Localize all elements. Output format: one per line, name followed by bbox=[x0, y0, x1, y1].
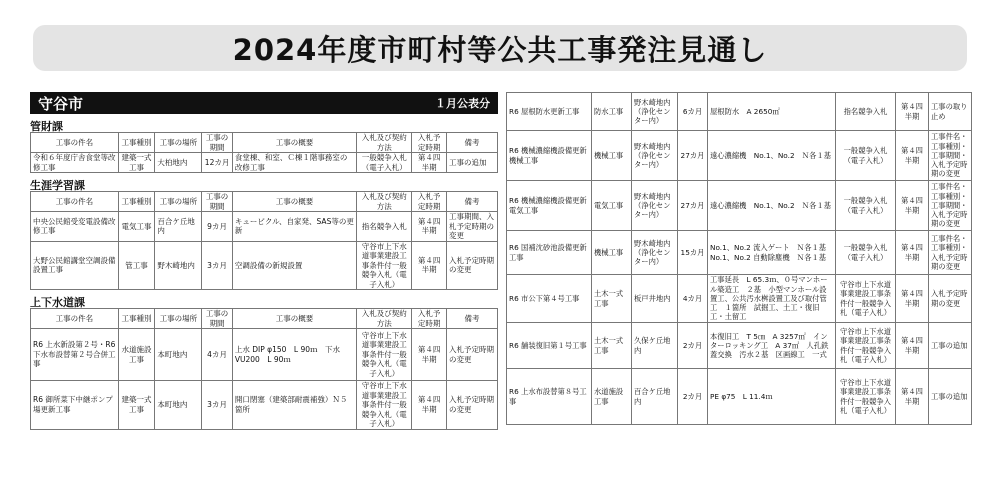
municipality-name: 守谷市 bbox=[38, 94, 84, 113]
table-cell: 建築一式工事 bbox=[118, 381, 155, 430]
table-cell: 遠心濃縮機 No.1、No.2 Ｎ各１基 bbox=[708, 131, 836, 181]
table-cell: 機械工事 bbox=[592, 231, 632, 275]
column-header: 工事種別 bbox=[118, 309, 155, 329]
municipality-header bbox=[30, 92, 498, 114]
table-cell: 27カ月 bbox=[678, 181, 708, 231]
column-header: 工事種別 bbox=[118, 192, 155, 212]
table-cell: 中央公民館受変電設備改修工事 bbox=[31, 212, 119, 242]
column-header: 入札予定時期 bbox=[412, 309, 447, 329]
table-cell: 第４四半期 bbox=[896, 369, 929, 425]
table-cell: 守谷市上下水道事業建設工事条件付一般競争入札（電子入札） bbox=[836, 369, 896, 425]
column-header: 入札予定時期 bbox=[412, 133, 447, 153]
column-header: 工事の期間 bbox=[202, 192, 233, 212]
table-cell: 一般競争入札（電子入札） bbox=[357, 153, 412, 173]
table-cell: 工事期間、入札予定時期の変更 bbox=[446, 212, 497, 242]
column-header: 工事の件名 bbox=[31, 192, 119, 212]
table-cell: 防水工事 bbox=[592, 93, 632, 131]
table-cell: R6 上水新設第２号・R6 下水布設替第２号合併工事 bbox=[31, 329, 119, 381]
table-cell: 第４四半期 bbox=[896, 93, 929, 131]
table-cell: 4カ月 bbox=[678, 275, 708, 323]
title-banner bbox=[33, 25, 967, 71]
column-header: 入札予定時期 bbox=[412, 192, 447, 212]
column-header: 入札及び契約方法 bbox=[357, 192, 412, 212]
table-cell: 第４四半期 bbox=[896, 323, 929, 369]
table-cell: 工事の取り止め bbox=[929, 93, 972, 131]
table-row bbox=[507, 131, 972, 181]
table-cell: 電気工事 bbox=[118, 212, 155, 242]
table-cell: R6 上水布設替第８号工事 bbox=[507, 369, 592, 425]
table-cell: 入札予定時期の変更 bbox=[929, 275, 972, 323]
table-cell: 一般競争入札（電子入札） bbox=[836, 231, 896, 275]
table-cell: 27カ月 bbox=[678, 131, 708, 181]
table-cell: 第４四半期 bbox=[412, 212, 447, 242]
table-cell: R6 国補沈砂池設備更新工事 bbox=[507, 231, 592, 275]
table-cell: 食堂棟、和室、Ｃ棟１階事務室の改修工事 bbox=[232, 153, 356, 173]
page-title: 2024年度市町村等公共工事発注見通し bbox=[232, 32, 768, 67]
column-header: 工事の件名 bbox=[31, 133, 119, 153]
column-header: 工事の期間 bbox=[202, 309, 233, 329]
table-cell: 第４四半期 bbox=[412, 153, 447, 173]
table-cell: R6 御所菜下中継ポンプ場更新工事 bbox=[31, 381, 119, 430]
table-cell: 野木崎地内（浄化センター内） bbox=[632, 231, 678, 275]
table-cell: 土木一式工事 bbox=[592, 275, 632, 323]
table-row bbox=[507, 369, 972, 425]
table-cell: 9カ月 bbox=[202, 212, 233, 242]
column-header: 備考 bbox=[446, 133, 497, 153]
column-header: 工事の概要 bbox=[232, 133, 356, 153]
column-header: 工事の場所 bbox=[155, 309, 202, 329]
continued-table bbox=[506, 92, 972, 425]
table-cell: 第４四半期 bbox=[412, 329, 447, 381]
table-cell: 第４四半期 bbox=[412, 241, 447, 290]
table-cell: 建築一式工事 bbox=[118, 153, 155, 173]
table-cell: R6 機械濃縮機設備更新機械工事 bbox=[507, 131, 592, 181]
table-cell: 工事件名・工事種別・工事期間・入札予定時期の変更 bbox=[929, 181, 972, 231]
table-cell: 本町地内 bbox=[155, 329, 202, 381]
table-header-row bbox=[31, 192, 498, 212]
column-header: 工事の概要 bbox=[232, 309, 356, 329]
table-cell: 空調設備の新規設置 bbox=[232, 241, 356, 290]
table-cell: R6 市公下第４号工事 bbox=[507, 275, 592, 323]
table-cell: 野木崎地内（浄化センター内） bbox=[632, 131, 678, 181]
table-row bbox=[31, 212, 498, 242]
table-header-row bbox=[31, 309, 498, 329]
column-header: 入札及び契約方法 bbox=[357, 133, 412, 153]
table-row bbox=[507, 275, 972, 323]
column-header: 工事の場所 bbox=[155, 192, 202, 212]
table-cell: 水道施設工事 bbox=[592, 369, 632, 425]
left-column bbox=[30, 92, 498, 430]
department-table bbox=[30, 191, 498, 290]
table-cell: 第４四半期 bbox=[896, 181, 929, 231]
department-title: 生涯学習課 bbox=[30, 179, 85, 192]
table-cell: 第４四半期 bbox=[896, 131, 929, 181]
table-header-row bbox=[31, 133, 498, 153]
column-header: 工事の概要 bbox=[232, 192, 356, 212]
table-cell: 工事の追加 bbox=[929, 369, 972, 425]
table-cell: 2カ月 bbox=[678, 369, 708, 425]
table-cell: 水道施設工事 bbox=[118, 329, 155, 381]
table-cell: 守谷市上下水道事業建設工事条件付一般競争入札（電子入札） bbox=[357, 381, 412, 430]
table-cell: 工事の追加 bbox=[446, 153, 497, 173]
table-cell: 久保ケ丘地内 bbox=[632, 323, 678, 369]
table-cell: 守谷市上下水道事業建設工事条件付一般競争入札（電子入札） bbox=[357, 241, 412, 290]
table-cell: 一般競争入札（電子入札） bbox=[836, 181, 896, 231]
table-cell: 百合ケ丘地内 bbox=[155, 212, 202, 242]
table-cell: 3カ月 bbox=[202, 381, 233, 430]
table-cell: 2カ月 bbox=[678, 323, 708, 369]
table-row bbox=[31, 329, 498, 381]
column-header: 入札及び契約方法 bbox=[357, 309, 412, 329]
table-cell: 第４四半期 bbox=[896, 231, 929, 275]
table-row bbox=[507, 231, 972, 275]
column-header: 工事の場所 bbox=[155, 133, 202, 153]
column-header: 工事種別 bbox=[118, 133, 155, 153]
table-cell: 大野公民館講堂空調設備設置工事 bbox=[31, 241, 119, 290]
table-cell: 指名競争入札 bbox=[836, 93, 896, 131]
departments bbox=[30, 118, 498, 430]
table-row bbox=[31, 153, 498, 173]
table-cell: キュービクル、自家発、SAS等の更新 bbox=[232, 212, 356, 242]
table-cell: 第４四半期 bbox=[896, 275, 929, 323]
table-cell: 令和６年度庁舎食堂等改修工事 bbox=[31, 153, 119, 173]
table-row bbox=[31, 241, 498, 290]
table-cell: 電気工事 bbox=[592, 181, 632, 231]
table-cell: PE φ75 L 11.4ｍ bbox=[708, 369, 836, 425]
table-cell: 工事の追加 bbox=[929, 323, 972, 369]
table-row bbox=[507, 93, 972, 131]
table-cell: No.1、No.2 流入ゲート Ｎ各１基 No.1、No.2 自動除塵機 Ｎ各１基 bbox=[708, 231, 836, 275]
department-title: 管財課 bbox=[30, 120, 63, 133]
table-cell: 土木一式工事 bbox=[592, 323, 632, 369]
table-cell: R6 機械濃縮機設備更新電気工事 bbox=[507, 181, 592, 231]
table-cell: 野木崎地内 bbox=[155, 241, 202, 290]
table-cell: R6 屋根防水更新工事 bbox=[507, 93, 592, 131]
table-cell: 入札予定時期の変更 bbox=[446, 381, 497, 430]
column-header: 備考 bbox=[446, 309, 497, 329]
table-cell: 守谷市上下水道事業建設工事条件付一般競争入札（電子入札） bbox=[836, 275, 896, 323]
column-header: 備考 bbox=[446, 192, 497, 212]
table-cell: 15カ月 bbox=[678, 231, 708, 275]
table-cell: 守谷市上下水道事業建設工事条件付一般競争入札（電子入札） bbox=[357, 329, 412, 381]
table-cell: 6カ月 bbox=[678, 93, 708, 131]
department-table bbox=[30, 132, 498, 173]
table-cell: 本復旧工 T 5㎝ A 3257㎡ インターロッキング工 A 37㎡ 人孔鉄蓋交換 汚水２基 区画線工 一式 bbox=[708, 323, 836, 369]
table-cell: 3カ月 bbox=[202, 241, 233, 290]
table-cell: 入札予定時期の変更 bbox=[446, 329, 497, 381]
table-cell: 工事件名・工事種別・工事期間・入札予定時期の変更 bbox=[929, 131, 972, 181]
table-cell: 野木崎地内（浄化センター内） bbox=[632, 93, 678, 131]
table-cell: R6 舗装復旧第１号工事 bbox=[507, 323, 592, 369]
table-cell: 守谷市上下水道事業建設工事条件付一般競争入札（電子入札） bbox=[836, 323, 896, 369]
table-cell: 野木崎地内（浄化センター内） bbox=[632, 181, 678, 231]
table-cell: 4カ月 bbox=[202, 329, 233, 381]
table-cell: 板戸井地内 bbox=[632, 275, 678, 323]
table-cell: 一般競争入札（電子入札） bbox=[836, 131, 896, 181]
table-row bbox=[507, 323, 972, 369]
table-cell: 工事延長 L 65.3ｍ、０号マンホール築造工 ２基 小型マンホール設置工、公共汚水桝設置工及び取付管工 １箇所 試掘工、土工・復旧工・土留工 bbox=[708, 275, 836, 323]
table-cell: 入札予定時期の変更 bbox=[446, 241, 497, 290]
table-cell: 大柏地内 bbox=[155, 153, 202, 173]
department-title: 上下水道課 bbox=[30, 296, 85, 309]
table-cell: 12カ月 bbox=[202, 153, 233, 173]
table-cell: 開口閉塞（建築部耐震補強）Ｎ５箇所 bbox=[232, 381, 356, 430]
table-row bbox=[507, 181, 972, 231]
table-cell: 機械工事 bbox=[592, 131, 632, 181]
publication-note: １月公表分 bbox=[435, 97, 490, 110]
table-cell: 遠心濃縮機 No.1、No.2 Ｎ各１基 bbox=[708, 181, 836, 231]
table-cell: 指名競争入札 bbox=[357, 212, 412, 242]
column-header: 工事の件名 bbox=[31, 309, 119, 329]
table-cell: 工事件名・工事種別・入札予定時期の変更 bbox=[929, 231, 972, 275]
table-cell: 管工事 bbox=[118, 241, 155, 290]
table-cell: 上水 DIP φ150 L 90ｍ 下水 VU200 L 90ｍ bbox=[232, 329, 356, 381]
table-cell: 百合ケ丘地内 bbox=[632, 369, 678, 425]
table-row bbox=[31, 381, 498, 430]
table-cell: 第４四半期 bbox=[412, 381, 447, 430]
table-cell: 屋根防水 A 2650㎡ bbox=[708, 93, 836, 131]
right-column bbox=[506, 92, 971, 425]
department-table bbox=[30, 308, 498, 430]
table-cell: 本町地内 bbox=[155, 381, 202, 430]
column-header: 工事の期間 bbox=[202, 133, 233, 153]
